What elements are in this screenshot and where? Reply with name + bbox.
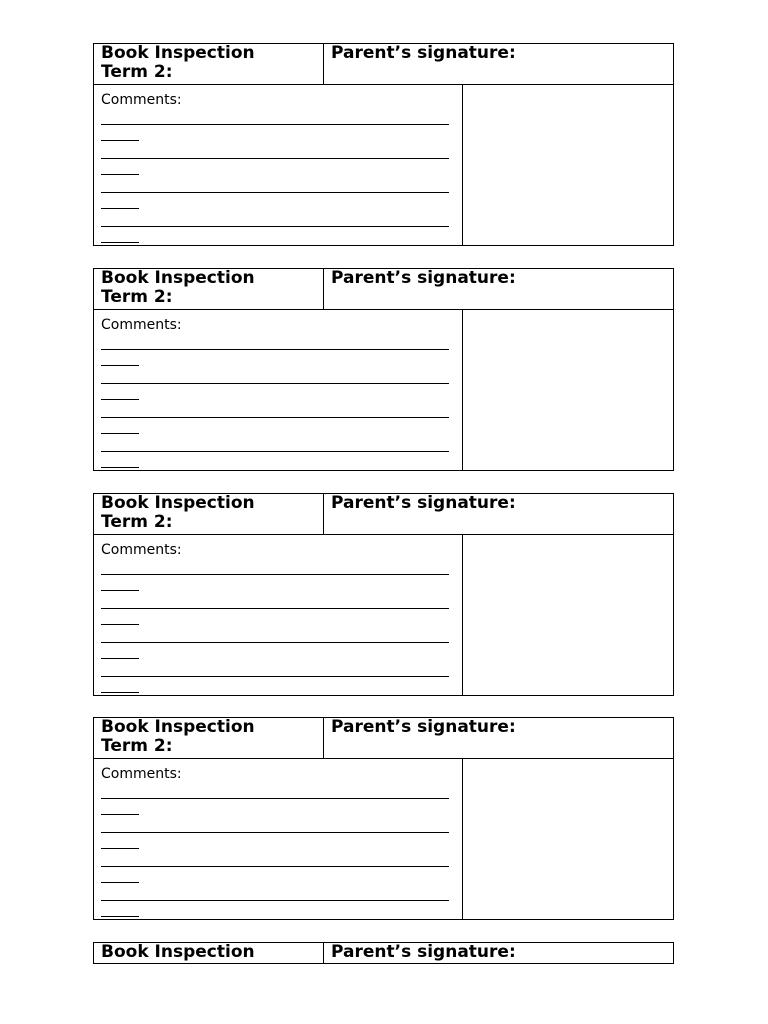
comments-area[interactable]	[94, 85, 463, 245]
comment-line-end	[101, 242, 139, 243]
signature-label: Parent’s signature:	[331, 942, 516, 962]
form-title-line1: Book Inspection	[101, 942, 255, 962]
comment-line-end	[101, 467, 139, 468]
comments-label: Comments:	[101, 542, 182, 558]
form-header	[94, 44, 673, 85]
form-title-line2: Term 2:	[101, 512, 173, 532]
inspection-form	[93, 268, 674, 471]
comment-line-end	[101, 140, 139, 141]
comments-label: Comments:	[101, 92, 182, 108]
comment-line-end	[101, 174, 139, 175]
comment-line-end	[101, 365, 139, 366]
inspection-form	[93, 717, 674, 920]
comment-line	[101, 349, 449, 350]
comment-line-end	[101, 692, 139, 693]
form-title-line1: Book Inspection	[101, 43, 255, 63]
signature-label: Parent’s signature:	[331, 43, 516, 63]
comment-line	[101, 192, 449, 193]
inspection-form	[93, 493, 674, 696]
form-title-line2: Term 2:	[101, 62, 173, 82]
comment-line-end	[101, 848, 139, 849]
form-title-line1: Book Inspection	[101, 493, 255, 513]
comment-line	[101, 900, 449, 901]
comments-label: Comments:	[101, 317, 182, 333]
comment-line	[101, 417, 449, 418]
comment-line	[101, 158, 449, 159]
signature-label: Parent’s signature:	[331, 268, 516, 288]
form-title	[94, 494, 324, 534]
form-title-line1: Book Inspection	[101, 268, 255, 288]
comment-line	[101, 451, 449, 452]
comment-line	[101, 124, 449, 125]
form-title-line2: Term 2:	[101, 736, 173, 756]
comment-line-end	[101, 624, 139, 625]
comment-line	[101, 608, 449, 609]
comments-area[interactable]	[94, 535, 463, 695]
form-title	[94, 943, 324, 963]
comment-line-end	[101, 208, 139, 209]
inspection-form-partial	[93, 942, 674, 964]
comment-line-end	[101, 433, 139, 434]
form-title	[94, 44, 324, 84]
comment-line	[101, 383, 449, 384]
form-title-line1: Book Inspection	[101, 717, 255, 737]
signature-label: Parent’s signature:	[331, 717, 516, 737]
form-header	[94, 718, 673, 759]
form-header	[94, 494, 673, 535]
comment-line-end	[101, 814, 139, 815]
inspection-form	[93, 43, 674, 246]
form-header	[94, 269, 673, 310]
comments-area[interactable]	[94, 310, 463, 470]
comment-line	[101, 676, 449, 677]
comment-line	[101, 866, 449, 867]
form-title-line2: Term 2:	[101, 287, 173, 307]
comment-line	[101, 574, 449, 575]
comment-line	[101, 642, 449, 643]
comment-line-end	[101, 399, 139, 400]
signature-label: Parent’s signature:	[331, 493, 516, 513]
comment-line-end	[101, 658, 139, 659]
comment-line-end	[101, 916, 139, 917]
form-title	[94, 718, 324, 758]
comment-line-end	[101, 882, 139, 883]
comment-line-end	[101, 590, 139, 591]
form-title	[94, 269, 324, 309]
comment-line	[101, 832, 449, 833]
comments-label: Comments:	[101, 766, 182, 782]
comment-line	[101, 798, 449, 799]
comments-area[interactable]	[94, 759, 463, 919]
comment-line	[101, 226, 449, 227]
